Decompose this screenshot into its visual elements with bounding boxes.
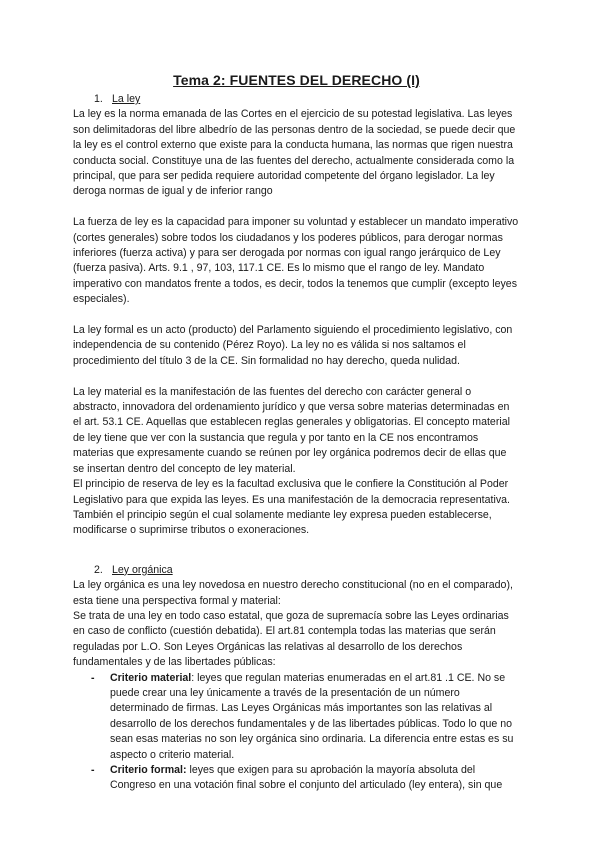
- paragraph: La ley es la norma emanada de las Cortes en el ejercicio de su potestad legislativa. Las leyes son delimitadoras del libre albedrío de las personas dentro de la sociedad, se puede decir que la ley es el control externo que existe para la conducta humana, las normas que rigen nuestra conducta social. Constituye una de las fuentes del derecho, actualmente considerada como la principal, que para ser pedida requiere autoridad competente del órgano legislador. La ley deroga normas de igual y de inferior rango: [73, 108, 516, 198]
- section-number: 2.: [94, 563, 103, 576]
- list-item-term: Criterio formal:: [110, 764, 187, 777]
- paragraph: Se trata de una ley en todo caso estatal, que goza de supremacía sobre las Leyes ordinarias en caso de conflicto (cuestión debatida). El art.81 contempla todas las materias que serán reguladas por L.O. Son Leyes Orgánicas las relativas al desarrollo de los derechos fundamentales y de las libertades públicas:: [73, 609, 509, 669]
- paragraph: El principio de reserva de ley es la facultad exclusiva que le confiere la Constitución al Poder Legislativo para que expida las leyes. Es una manifestación de la democracia representativa. También el principio según el cual solamente mediante ley expresa pueden establecerse, modificarse o suprimirse tributos o exoneraciones.: [73, 478, 510, 537]
- paragraph: La fuerza de ley es la capacidad para imponer su voluntad y establecer un mandato imperativo (cortes generales) sobre todos los ciudadanos y los poderes públicos, para derogar normas inferiores (fuerza activa) y para ser derogada por normas con igual rango jerárquico de Ley (fuerza pasiva). Arts. 9.1 , 97, 103, 117.1 CE. Es lo mismo que el rango de ley. Mandato imperativo con mandatos frente a todos, es decir, todos la tenemos que cumplir (excepto leyes especiales).: [73, 216, 519, 306]
- section-number: 1.: [94, 93, 103, 105]
- section-title: Ley orgánica: [112, 563, 173, 576]
- list-item: [73, 763, 520, 794]
- criteria-list: [73, 671, 520, 794]
- page-title: Tema 2: FUENTES DEL DERECHO (I): [173, 72, 420, 88]
- section-heading-la-ley: [94, 92, 520, 107]
- section-heading-ley-organica: [94, 563, 520, 578]
- list-dash: -: [91, 671, 95, 684]
- paragraph: La ley formal es un acto (producto) del Parlamento siguiendo el procedimiento legislativo, con independencia de su contenido (Pérez Royo). La ley no es válida si nos saltamos el procedimiento del título 3 de la CE. Sin formalidad no hay derecho, queda nulidad.: [73, 324, 513, 367]
- section-title: La ley: [112, 93, 141, 105]
- list-item-text: : leyes que regulan materias enumeradas en el art.81 .1 CE. No se puede crear una ley únicamente a través de la presentación de un número determinado de firmas. Las Leyes Orgánicas más importantes son las relativas al desarrollo de los derechos fundamentales y de las libertades públicas. Todo lo que no sean esas materias no son ley orgánica sino ordinaria. La diferencia entre estas es su aspecto o criterio material.: [110, 671, 514, 761]
- paragraph: La ley orgánica es una ley novedosa en nuestro derecho constitucional (no en el comparado), esta tiene una perspectiva formal y material:: [73, 579, 513, 607]
- list-item-term: Criterio material: [110, 671, 192, 684]
- paragraph: La ley material es la manifestación de las fuentes del derecho con carácter general o abstracto, innovadora del ordenamiento jurídico y que versa sobre materias determinadas en el art. 53.1 CE. Aquellas que establecen reglas generales y obligatorias. El concepto material de ley tiene que ver con la sustancia que regula y por tanto en la CE nos encontramos materias que expresamente cuando se reúnen por ley orgánica podremos decir de ellas que se insertan dentro del concepto de ley material.: [73, 385, 510, 475]
- list-item: [73, 671, 520, 763]
- list-dash: -: [91, 764, 95, 777]
- list-item-text: leyes que exigen para su aprobación la mayoría absoluta del Congreso en una votación final sobre el conjunto del articulado (ley entera), sin que: [110, 764, 503, 792]
